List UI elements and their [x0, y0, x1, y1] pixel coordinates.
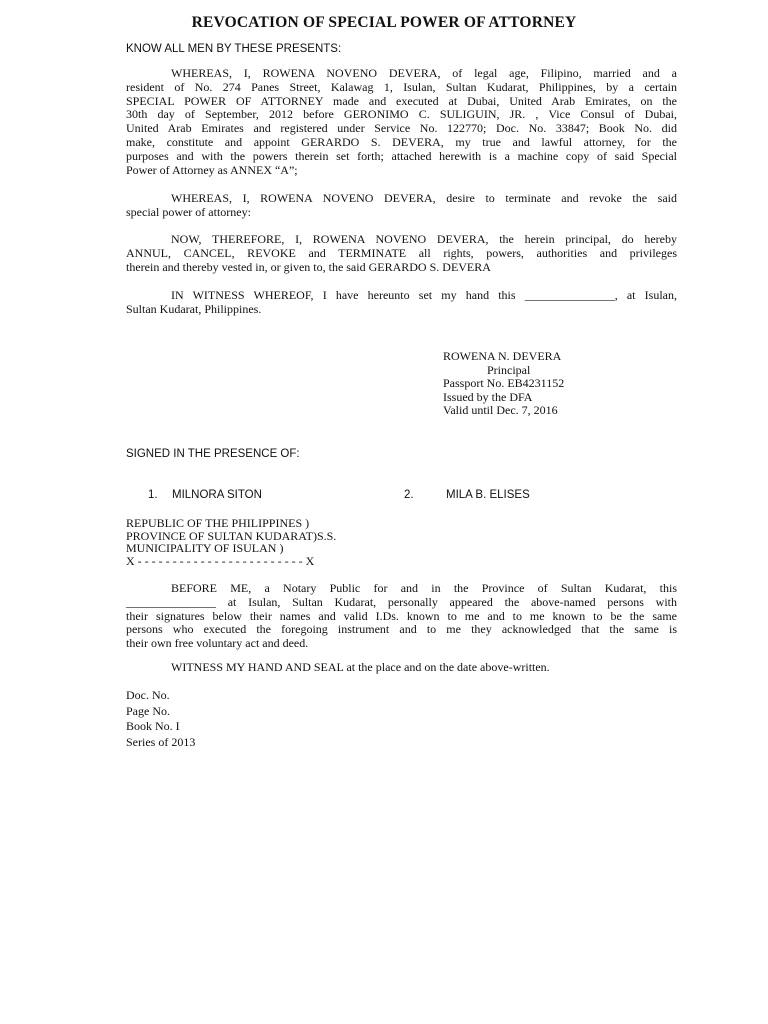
para1-line: Power of Attorney as ANNEX “A”; [126, 162, 298, 177]
principal-role: Principal [487, 362, 531, 377]
notary-line: their signatures below their names and valid I.Ds. known to me and to me known to be the same [126, 608, 677, 623]
venue-province: PROVINCE OF SULTAN KUDARAT)S.S. [126, 528, 337, 543]
para1-line: 30th day of September, 2012 before GERONIMO C. SULIGUIN, JR. , Vice Consul of Dubai, [126, 107, 677, 122]
venue-municipality: MUNICIPALITY OF ISULAN ) [126, 541, 284, 555]
principal-issued: Issued by the DFA [443, 389, 533, 404]
page-no: Page No. [126, 703, 170, 718]
para3-line: NOW, THEREFORE, I, ROWENA NOVENO DEVERA, the herein principal, do hereby [171, 232, 677, 246]
para2-line: special power of attorney: [126, 204, 251, 219]
document-title: REVOCATION OF SPECIAL POWER OF ATTORNEY [191, 14, 577, 31]
doc-no: Doc. No. [126, 688, 170, 702]
whereas-paragraph-1 [126, 67, 677, 177]
principal-name: ROWENA N. DEVERA [443, 349, 562, 363]
witness-hand-line: WITNESS MY HAND AND SEAL at the place and on the date above-written. [171, 660, 550, 674]
para1-line: SPECIAL POWER OF ATTORNEY made and executed at Dubai, United Arab Emirates, on the [126, 93, 677, 108]
venue-republic: REPUBLIC OF THE PHILIPPINES ) [126, 516, 310, 530]
notary-line: _______________ at Isulan, Sultan Kudarat, personally appeared the above-named persons with [126, 594, 677, 609]
para1-line: resident of No. 274 Panes Street, Kalawag 1, Isulan, Sultan Kudarat, Philippines, by a certain [126, 79, 677, 94]
para1-line: WHEREAS, I, ROWENA NOVENO DEVERA, of legal age, Filipino, married and a [171, 66, 677, 80]
venue-divider: X - - - - - - - - - - - - - - - - - - - - - - - - X [126, 553, 315, 568]
whereas-paragraph-2 [126, 192, 677, 220]
para2-line: WHEREAS, I, ROWENA NOVENO DEVERA, desire to terminate and revoke the said [171, 191, 677, 205]
notary-line: BEFORE ME, a Notary Public for and in the Province of Sultan Kudarat, this [171, 581, 677, 595]
notary-line: persons who executed the foregoing instrument and to me they acknowledged that the same is [126, 622, 677, 637]
witness-2-number: 2. [404, 489, 414, 501]
book-no: Book No. I [126, 719, 180, 733]
doc-reference-block [126, 688, 195, 750]
now-therefore-paragraph [126, 233, 677, 274]
para4-line: Sultan Kudarat, Philippines. [126, 301, 262, 316]
venue-block [126, 517, 336, 567]
principal-signature-block [443, 350, 564, 418]
notary-paragraph [126, 582, 677, 651]
witness-2-name: MILA B. ELISES [446, 489, 530, 501]
witness-1-name: MILNORA SITON [172, 489, 262, 501]
signed-presence-heading: SIGNED IN THE PRESENCE OF: [126, 448, 300, 460]
principal-passport: Passport No. EB4231152 [443, 376, 565, 390]
para3-line: ANNUL, CANCEL, REVOKE and TERMINATE all rights, powers, authorities and privileges [126, 245, 677, 260]
para1-line: purposes and with the powers therein set forth; attached herewith is a machine copy of said Special [126, 148, 677, 163]
para1-line: make, constitute and appoint GERARDO S. DEVERA, my true and lawful attorney, for the [126, 134, 677, 149]
opening-line: KNOW ALL MEN BY THESE PRESENTS: [126, 43, 342, 55]
principal-valid: Valid until Dec. 7, 2016 [443, 403, 558, 417]
series: Series of 2013 [126, 734, 196, 749]
para1-line: United Arab Emirates and registered under Service No. 122770; Doc. No. 33847; Book No. did [126, 121, 677, 136]
para4-line: IN WITNESS WHEREOF, I have hereunto set my hand this _______________, at Isulan, [171, 288, 677, 302]
notary-line: their own free voluntary act and deed. [126, 636, 309, 651]
in-witness-paragraph [126, 289, 677, 317]
para3-line: therein and thereby vested in, or given to, the said GERARDO S. DEVERA [126, 259, 491, 274]
witness-1-number: 1. [148, 489, 158, 501]
